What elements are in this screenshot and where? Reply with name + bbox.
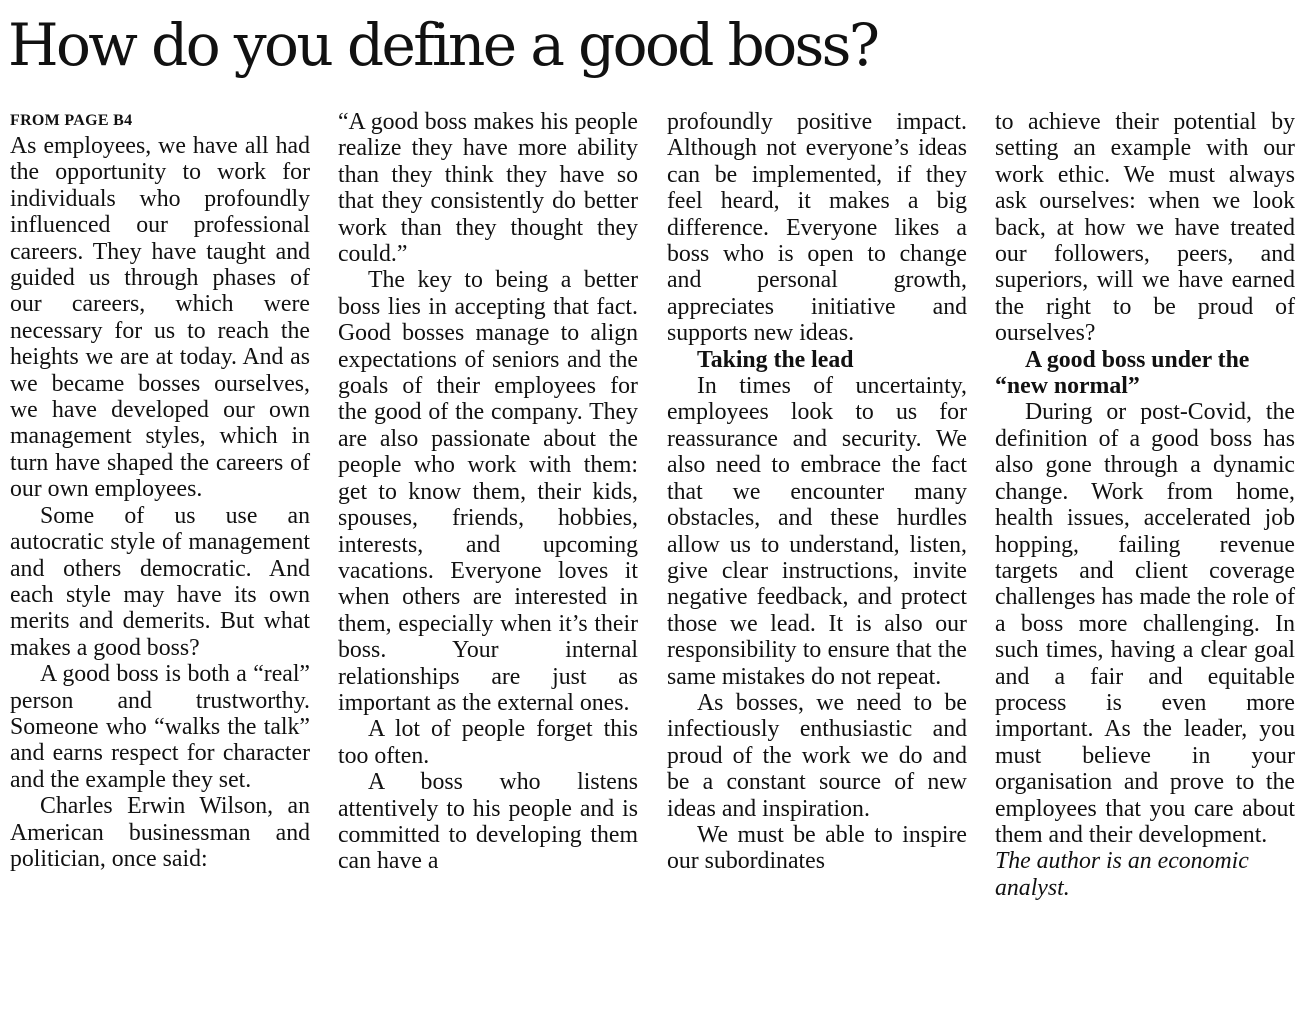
paragraph: We must be able to inspire our subordinates bbox=[667, 821, 967, 875]
quote-paragraph: “A good boss makes his people realize they have more ability than they think they have so that they consistently do better work than they thought they could.” bbox=[338, 109, 638, 268]
paragraph: profoundly positive impact. Although not everyone’s ideas can be implemented, if they feel heard, it makes a big difference. Everyone likes a boss who is open to change and personal growth, appreciates initiative and supports new ideas. bbox=[667, 109, 967, 347]
paragraph: A good boss is both a “real” person and trustworthy. Someone who “walks the talk” and earns respect for character and the example they set. bbox=[10, 661, 310, 793]
author-tagline: The author is an economic analyst. bbox=[995, 848, 1249, 901]
paragraph: Charles Erwin Wilson, an American businessman and politician, once said: bbox=[10, 793, 310, 872]
article-column-4 bbox=[995, 109, 1295, 1014]
subheading: Taking the lead bbox=[697, 346, 854, 373]
paragraph: As bosses, we need to be infectiously enthusiastic and proud of the work we do and be a constant source of new ideas and inspiration. bbox=[667, 689, 967, 822]
paragraph: As employees, we have all had the opportunity to work for individuals who profoundly influenced our professional careers. They have taught and guided us through phases of our careers, which were necessary for us to reach the heights we are at today. And as we became bosses ourselves, we have developed our own management styles, which in turn have shaped the careers of our own employees. bbox=[10, 133, 310, 503]
continued-from-kicker: FROM PAGE B4 bbox=[10, 112, 133, 129]
paragraph: A lot of people forget this too often. bbox=[338, 716, 638, 769]
paragraph: The key to being a better boss lies in accepting that fact. Good bosses manage to align expectations of seniors and the goals of their employees for the good of the company. They are also passionate about the people who work with them: get to know them, their kids, spouses, friends, hobbies, interests, and upcoming vacations. Everyone loves it when others are interested in them, especially when it’s their boss. Your internal relationships are just as important as the external ones. bbox=[338, 267, 638, 716]
subheading: A good boss under the “new normal” bbox=[995, 346, 1250, 400]
paragraph: During or post-Covid, the definition of a good boss has also gone through a dynamic change. Work from home, health issues, accelerated job hopping, failing revenue targets and client coverage challenges has made the role of a boss more challenging. In such times, having a clear goal and a fair and equitable process is even more important. As the leader, you must believe in your organisation and prove to the employees that you care about them and their development. bbox=[995, 399, 1295, 848]
paragraph: Some of us use an autocratic style of management and others democratic. And each style may have its own merits and demerits. But what makes a good boss? bbox=[10, 502, 310, 661]
headline: How do you define a good boss? bbox=[8, 11, 878, 79]
paragraph: In times of uncertainty, employees look to us for reassurance and security. We also need to embrace the fact that we encounter many obstacles, and these hurdles allow us to understand, listen, give clear instructions, invite negative feedback, and protect those we lead. It is also our responsibility to ensure that the same mistakes do not repeat. bbox=[667, 373, 967, 690]
paragraph: to achieve their potential by setting an example with our work ethic. We must always ask ourselves: when we look back, at how we have treated our followers, peers, and superiors, will we have earned the right to be proud of ourselves? bbox=[995, 109, 1295, 347]
article-column-2 bbox=[338, 109, 638, 1014]
article-column-1 bbox=[10, 109, 310, 1014]
article-column-3 bbox=[667, 109, 967, 1014]
paragraph: A boss who listens attentively to his people and is committed to developing them can have a bbox=[338, 769, 638, 875]
